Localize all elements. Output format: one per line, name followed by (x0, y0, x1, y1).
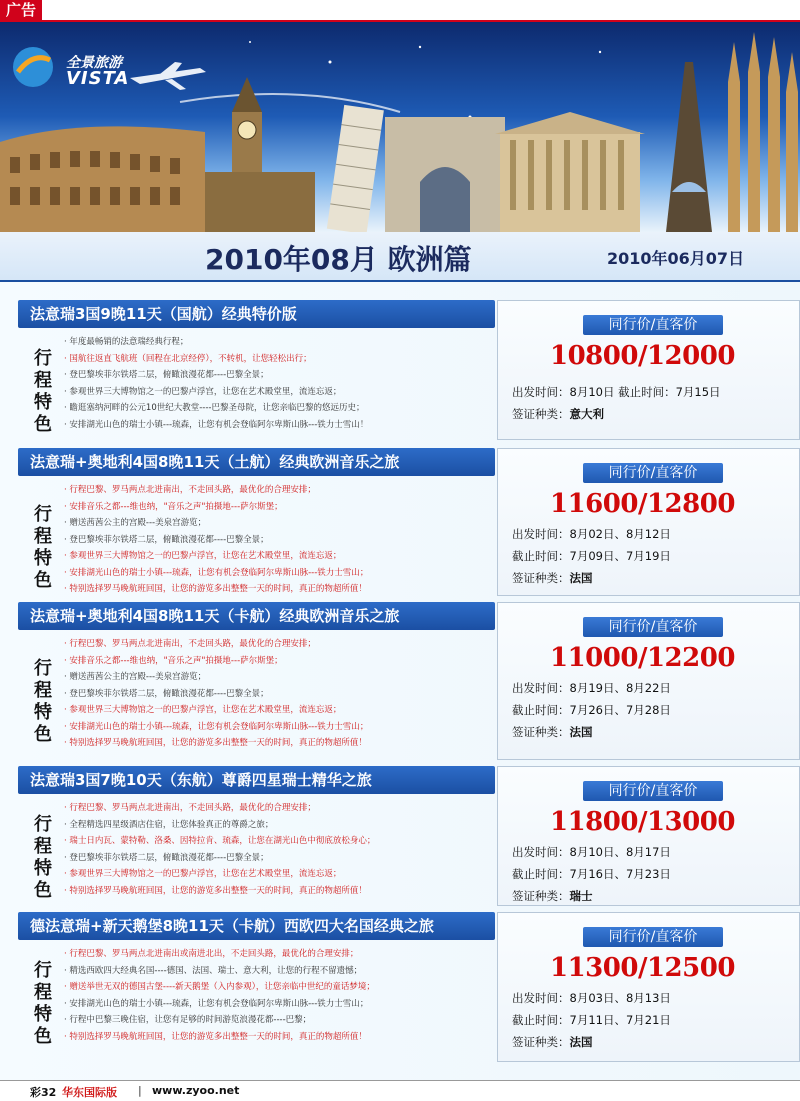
bullet-icon: · (64, 584, 70, 594)
bullet-icon: · (64, 836, 70, 846)
price-panel (497, 912, 800, 1062)
feature-text: 安排湖光山色的瑞士小镇---琉森，让您有机会登临阿尔卑斯山脉---铁力士雪山； (69, 721, 369, 732)
departure-info (512, 841, 671, 907)
issue-date: 2010年06月07日 (607, 249, 745, 268)
feature-item (64, 850, 375, 867)
tour-details (18, 602, 495, 760)
bullet-icon: · (64, 738, 70, 748)
feature-item (64, 996, 375, 1013)
bullet-icon: · (64, 998, 70, 1009)
feature-text: 行程巴黎、罗马两点北进南出，不走回头路，最优化的合理安排； (69, 485, 316, 495)
info-row (512, 987, 671, 1009)
feature-text: 年度最畅销的法意瑞经典行程； (69, 337, 189, 347)
feature-text: 安排湖光山色的瑞士小镇---琉森，让您有机会登临阿尔卑斯山脉---铁力士雪山； (69, 998, 369, 1009)
info-row (512, 721, 671, 743)
price-header: 同行价/直客价 (583, 781, 723, 801)
info-value: 7月26日、7月28日 (569, 703, 671, 717)
feature-label-char: 程 (34, 525, 52, 547)
feature-text: 特别选择罗马晚航班回国，让您的游览多出整整一天的时间，真正的物超所值！ (69, 1031, 367, 1042)
feature-list (64, 636, 368, 752)
info-row (512, 885, 671, 907)
feature-item (64, 532, 368, 549)
feature-item (64, 653, 368, 670)
tour-details (18, 300, 495, 440)
feature-list (64, 800, 375, 899)
bullet-icon: · (64, 949, 70, 959)
feature-label-char: 程 (34, 679, 52, 701)
feature-text: 行程中巴黎三晚住宿，让您有足够的时间游览浪漫花都----巴黎； (69, 1015, 312, 1025)
banner-image (0, 22, 800, 232)
feature-text: 安排音乐之都---维也纳，"音乐之声"拍摄地---萨尔斯堡； (69, 655, 283, 666)
bullet-icon: · (64, 869, 70, 879)
info-value: 意大利 (569, 407, 604, 421)
price-value: 11000/12200 (550, 643, 735, 673)
feature-text: 安排音乐之都---维也纳，"音乐之声"拍摄地---萨尔斯堡； (69, 501, 283, 512)
info-label: 截止时间： (512, 867, 570, 881)
feature-label-char: 程 (34, 981, 52, 1003)
feature-text: 登巴黎埃菲尔铁塔二层，俯瞰浪漫花都----巴黎全景； (69, 534, 269, 545)
bullet-icon: · (64, 419, 70, 430)
info-value: 7月09日、7月19日 (569, 549, 671, 563)
tour-card (18, 766, 798, 906)
feature-item (64, 351, 368, 368)
feature-label-char: 特 (34, 547, 52, 569)
tour-title: 法意瑞+奥地利4国8晚11天（土航）经典欧洲音乐之旅 (18, 448, 495, 476)
feature-item (64, 482, 368, 499)
feature-item (64, 367, 368, 384)
feature-text: 精选西欧四大经典名国----德国、法国、瑞士、意大利，让您的行程不留遗憾； (69, 965, 363, 976)
info-label: 签证种类： (512, 889, 570, 903)
feature-item (64, 565, 368, 582)
departure-info (512, 381, 721, 425)
feature-item (64, 1029, 375, 1046)
bullet-icon: · (64, 965, 70, 976)
feature-text: 国航往返直飞航班（回程在北京经停），不转机，让您轻松出行； (69, 353, 312, 364)
ad-tag: 广告 (0, 0, 42, 20)
info-row (512, 863, 671, 885)
info-value: 法国 (569, 571, 593, 585)
tour-card (18, 912, 798, 1062)
feature-item (64, 581, 368, 598)
feature-item (64, 334, 368, 351)
bullet-icon: · (64, 551, 70, 561)
info-label: 截止时间： (512, 549, 570, 563)
info-label: 截止时间： (512, 1013, 570, 1027)
info-label: 出发时间： (512, 991, 570, 1005)
bullet-icon: · (64, 567, 70, 578)
info-label: 签证种类： (512, 725, 570, 739)
info-row (512, 699, 671, 721)
feature-item (64, 686, 368, 703)
price-header: 同行价/直客价 (583, 315, 723, 335)
info-label: 签证种类： (512, 1035, 570, 1049)
tour-title: 法意瑞3国9晚11天（国航）经典特价版 (18, 300, 495, 328)
footer-publication: 华东国际版 (62, 1086, 117, 1099)
tour-card (18, 448, 798, 596)
feature-text: 安排湖光山色的瑞士小镇---琉森，让您有机会登临阿尔卑斯山脉---铁力士雪山！ (69, 419, 369, 430)
price-header: 同行价/直客价 (583, 463, 723, 483)
info-value: 7月16日、7月23日 (569, 867, 671, 881)
bullet-icon: · (64, 803, 70, 813)
feature-item (64, 1012, 375, 1029)
feature-label-char: 特 (34, 701, 52, 723)
tour-title: 法意瑞3国7晚10天（东航）尊爵四星瑞士精华之旅 (18, 766, 495, 794)
feature-label-char: 行 (34, 347, 52, 369)
feature-text: 安排湖光山色的瑞士小镇---琉森，让您有机会登临阿尔卑斯山脉---铁力士雪山； (69, 567, 369, 578)
feature-label-char: 色 (34, 723, 52, 745)
feature-text: 参观世界三大博物馆之一的巴黎卢浮宫，让您在艺术殿堂里，流连忘返； (69, 386, 342, 397)
bullet-icon: · (64, 353, 70, 364)
feature-item (64, 417, 368, 434)
price-value: 11600/12800 (550, 489, 735, 519)
feature-text: 登巴黎埃菲尔铁塔二层，俯瞰浪漫花都----巴黎全景； (69, 688, 269, 699)
bullet-icon: · (64, 485, 70, 495)
price-value: 11800/13000 (550, 807, 735, 837)
info-label: 出发时间： (512, 527, 570, 541)
bullet-icon: · (64, 501, 70, 512)
footer-page: 彩32 (30, 1086, 57, 1099)
tour-details (18, 912, 495, 1062)
bullet-icon: · (64, 819, 70, 830)
bullet-icon: · (64, 337, 70, 347)
info-label: 签证种类： (512, 407, 570, 421)
feature-label-char: 特 (34, 391, 52, 413)
feature-text: 瑞士日内瓦、蒙特勒、洛桑、因特拉肯、琉森，让您在湖光山色中彻底放松身心； (69, 836, 376, 846)
tour-details (18, 766, 495, 906)
info-row (512, 545, 671, 567)
vista-logo (8, 34, 148, 94)
bullet-icon: · (64, 386, 70, 397)
info-row (512, 381, 721, 403)
feature-label-char: 特 (34, 1003, 52, 1025)
info-row (512, 677, 671, 699)
feature-item (64, 384, 368, 401)
info-value: 瑞士 (569, 889, 593, 903)
info-label: 签证种类： (512, 571, 570, 585)
feature-text: 赠送茜茜公主的宫殿---美泉宫游览； (69, 518, 207, 528)
feature-label-char: 特 (34, 857, 52, 879)
feature-text: 登巴黎埃菲尔铁塔二层，俯瞰浪漫花都----巴黎全景； (69, 852, 269, 863)
feature-list (64, 946, 375, 1045)
feature-text: 特别选择罗马晚航班回国，让您的游览多出整整一天的时间，真正的物超所值！ (69, 738, 367, 748)
feature-label-char: 色 (34, 1025, 52, 1047)
bullet-icon: · (64, 518, 70, 528)
bullet-icon: · (64, 1031, 70, 1042)
footer-separator: | (138, 1084, 142, 1097)
bullet-icon: · (64, 721, 70, 732)
feature-label-char: 色 (34, 569, 52, 591)
feature-item (64, 669, 368, 686)
bullet-icon: · (64, 534, 70, 545)
info-label: 出发时间： (512, 385, 570, 399)
feature-list (64, 334, 368, 433)
feature-text: 特别选择罗马晚航班回国，让您的游览多出整整一天的时间，真正的物超所值！ (69, 885, 367, 896)
bullet-icon: · (64, 370, 70, 380)
feature-item (64, 735, 368, 752)
info-value: 7月11日、7月21日 (569, 1013, 671, 1027)
price-panel (497, 448, 800, 596)
logo-english: VISTA (66, 68, 130, 89)
price-panel (497, 602, 800, 760)
feature-item (64, 400, 368, 417)
feature-text: 全程精选四星级酒店住宿，让您体验真正的尊爵之旅； (69, 819, 274, 830)
price-header: 同行价/直客价 (583, 927, 723, 947)
bullet-icon: · (64, 672, 70, 682)
feature-label-char: 色 (34, 413, 52, 435)
feature-text: 瞻逛塞纳河畔的公元10世纪大教堂----巴黎圣母院，让您亲临巴黎的悠远历史； (69, 403, 365, 413)
footer-website[interactable]: www.zyoo.net (152, 1084, 240, 1097)
info-value: 8月10日、8月17日 (569, 845, 671, 859)
feature-text: 参观世界三大博物馆之一的巴黎卢浮宫，让您在艺术殿堂里，流连忘返； (69, 869, 342, 879)
feature-label-char: 行 (34, 813, 52, 835)
feature-label-char: 程 (34, 835, 52, 857)
info-value: 8月03日、8月13日 (569, 991, 671, 1005)
feature-label-char: 行 (34, 503, 52, 525)
feature-item (64, 979, 375, 996)
feature-text: 赠送茜茜公主的宫殿---美泉宫游览； (69, 672, 207, 682)
departure-info (512, 523, 671, 589)
feature-item (64, 719, 368, 736)
feature-text: 赠送举世无双的德国古堡----新天鹅堡（入内参观），让您亲临中世纪的童话梦境； (69, 982, 375, 992)
info-value: 法国 (569, 1035, 593, 1049)
info-label: 截止时间： (512, 703, 570, 717)
info-label: 出发时间： (512, 681, 570, 695)
info-value: 8月02日、8月12日 (569, 527, 671, 541)
feature-item (64, 833, 375, 850)
feature-item (64, 800, 375, 817)
bullet-icon: · (64, 705, 70, 715)
info-row (512, 403, 721, 425)
bullet-icon: · (64, 852, 70, 863)
feature-text: 特别选择罗马晚航班回国，让您的游览多出整整一天的时间，真正的物超所值！ (69, 584, 367, 594)
feature-item (64, 499, 368, 516)
departure-info (512, 987, 671, 1053)
tour-card (18, 300, 798, 440)
feature-text: 行程巴黎、罗马两点北进南出，不走回头路，最优化的合理安排； (69, 639, 316, 649)
bullet-icon: · (64, 982, 70, 992)
feature-item (64, 515, 368, 532)
feature-list (64, 482, 368, 598)
feature-label-char: 色 (34, 879, 52, 901)
price-header: 同行价/直客价 (583, 617, 723, 637)
feature-item (64, 963, 375, 980)
logo-chinese: 全景旅游 (66, 55, 122, 71)
feature-item (64, 866, 375, 883)
info-row (512, 1009, 671, 1031)
feature-text: 参观世界三大博物馆之一的巴黎卢浮宫，让您在艺术殿堂里，流连忘返； (69, 551, 342, 561)
feature-item (64, 817, 375, 834)
feature-label-char: 行 (34, 657, 52, 679)
departure-info (512, 677, 671, 743)
bullet-icon: · (64, 639, 70, 649)
info-row (512, 1031, 671, 1053)
tour-card (18, 602, 798, 760)
page-title: 2010年08月 欧洲篇 (205, 243, 472, 276)
feature-item (64, 548, 368, 565)
footer (0, 1080, 800, 1101)
feature-item (64, 636, 368, 653)
info-row (512, 523, 671, 545)
info-row (512, 567, 671, 589)
tour-title: 法意瑞+奥地利4国8晚11天（卡航）经典欧洲音乐之旅 (18, 602, 495, 630)
price-value: 11300/12500 (550, 953, 735, 983)
feature-label-char: 行 (34, 959, 52, 981)
price-panel (497, 300, 800, 440)
info-row (512, 841, 671, 863)
feature-label-char: 程 (34, 369, 52, 391)
bullet-icon: · (64, 688, 70, 699)
price-panel (497, 766, 800, 906)
feature-text: 行程巴黎、罗马两点北进南出或南进北出，不走回头路，最优化的合理安排； (69, 949, 359, 959)
feature-item (64, 883, 375, 900)
tour-details (18, 448, 495, 596)
price-value: 10800/12000 (550, 341, 735, 371)
bullet-icon: · (64, 655, 70, 666)
bullet-icon: · (64, 885, 70, 896)
feature-text: 参观世界三大博物馆之一的巴黎卢浮宫，让您在艺术殿堂里，流连忘返； (69, 705, 342, 715)
bullet-icon: · (64, 1015, 70, 1025)
info-label: 出发时间： (512, 845, 570, 859)
feature-text: 登巴黎埃菲尔铁塔二层，俯瞰浪漫花都----巴黎全景； (69, 370, 269, 380)
title-bar (0, 232, 800, 282)
info-value: 8月10日 截止时间：7月15日 (569, 385, 721, 399)
bullet-icon: · (64, 403, 70, 413)
info-value: 法国 (569, 725, 593, 739)
info-value: 8月19日、8月22日 (569, 681, 671, 695)
feature-item (64, 946, 375, 963)
feature-text: 行程巴黎、罗马两点北进南出，不走回头路，最优化的合理安排； (69, 803, 316, 813)
tour-title: 德法意瑞+新天鹅堡8晚11天（卡航）西欧四大名国经典之旅 (18, 912, 495, 940)
feature-item (64, 702, 368, 719)
